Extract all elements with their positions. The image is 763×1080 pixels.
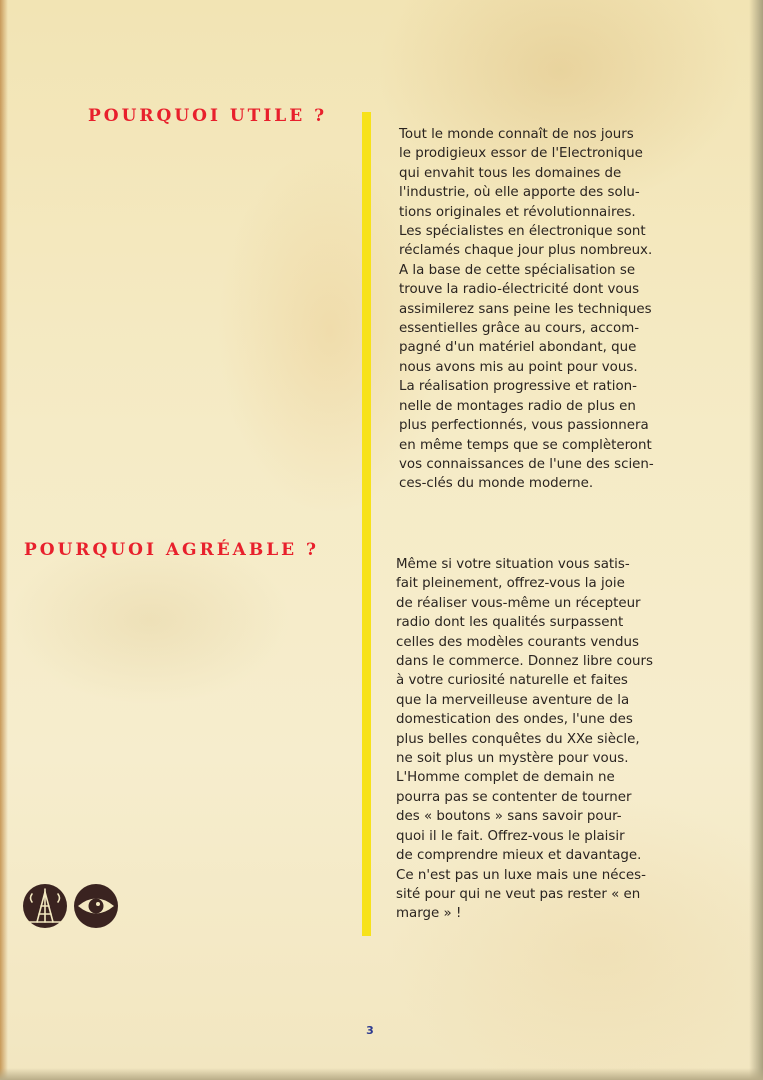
yellow-divider-bar bbox=[362, 112, 371, 936]
paper-edge-bottom bbox=[0, 1068, 763, 1080]
eye-logo-icon bbox=[74, 884, 118, 928]
page-number: 3 bbox=[366, 1024, 374, 1037]
paper-edge-right bbox=[749, 0, 763, 1080]
logo-group bbox=[22, 882, 122, 930]
radio-tower-logo-icon bbox=[23, 884, 67, 928]
section-text-utile: Tout le monde connaît de nos jours le prodigieux essor de l'Electronique qui envahit tous les domaines de l'industrie, où elle apporte des solu- tions originales et révolutionnaires. Les spécialistes en électronique sont réclamés chaque jour plus nombreux. A la base de cette spécialisation se trouve la radio-électricité dont vous assimilerez sans peine les techniques essentielles grâce au cours, accom- pagné d'un matériel abondant, que nous avons mis au point pour vous. La réalisation progressive et ration- nelle de montages radio de plus en plus perfectionnés, vous passionnera en même temps que se complèteront vos connaissances de l'une des scien- ces-clés du monde moderne. bbox=[399, 127, 654, 492]
paper-edge-left bbox=[0, 0, 8, 1080]
section-heading-agreable: POURQUOI AGRÉABLE ? bbox=[24, 540, 319, 560]
section-text-agreable: Même si votre situation vous satis- fait pleinement, offrez-vous la joie de réaliser vous-même un récepteur radio dont les qualités surpassent celles des modèles courants vendus dans le commerce. Donnez libre cours à votre curiosité naturelle et faites que la merveilleuse aventure de la domestication des ondes, l'une des plus belles conquêtes du XXe siècle, ne soit plus un mystère pour vous. L'Homme complet de demain ne pourra pas se contenter de tourner des « boutons » sans savoir pour- quoi il le fait. Offrez-vous le plaisir de comprendre mieux et davantage. Ce n'est pas un luxe mais une néces- sité pour qui ne veut pas rester « en marge » ! bbox=[396, 557, 654, 922]
section-heading-utile: POURQUOI UTILE ? bbox=[88, 106, 328, 126]
